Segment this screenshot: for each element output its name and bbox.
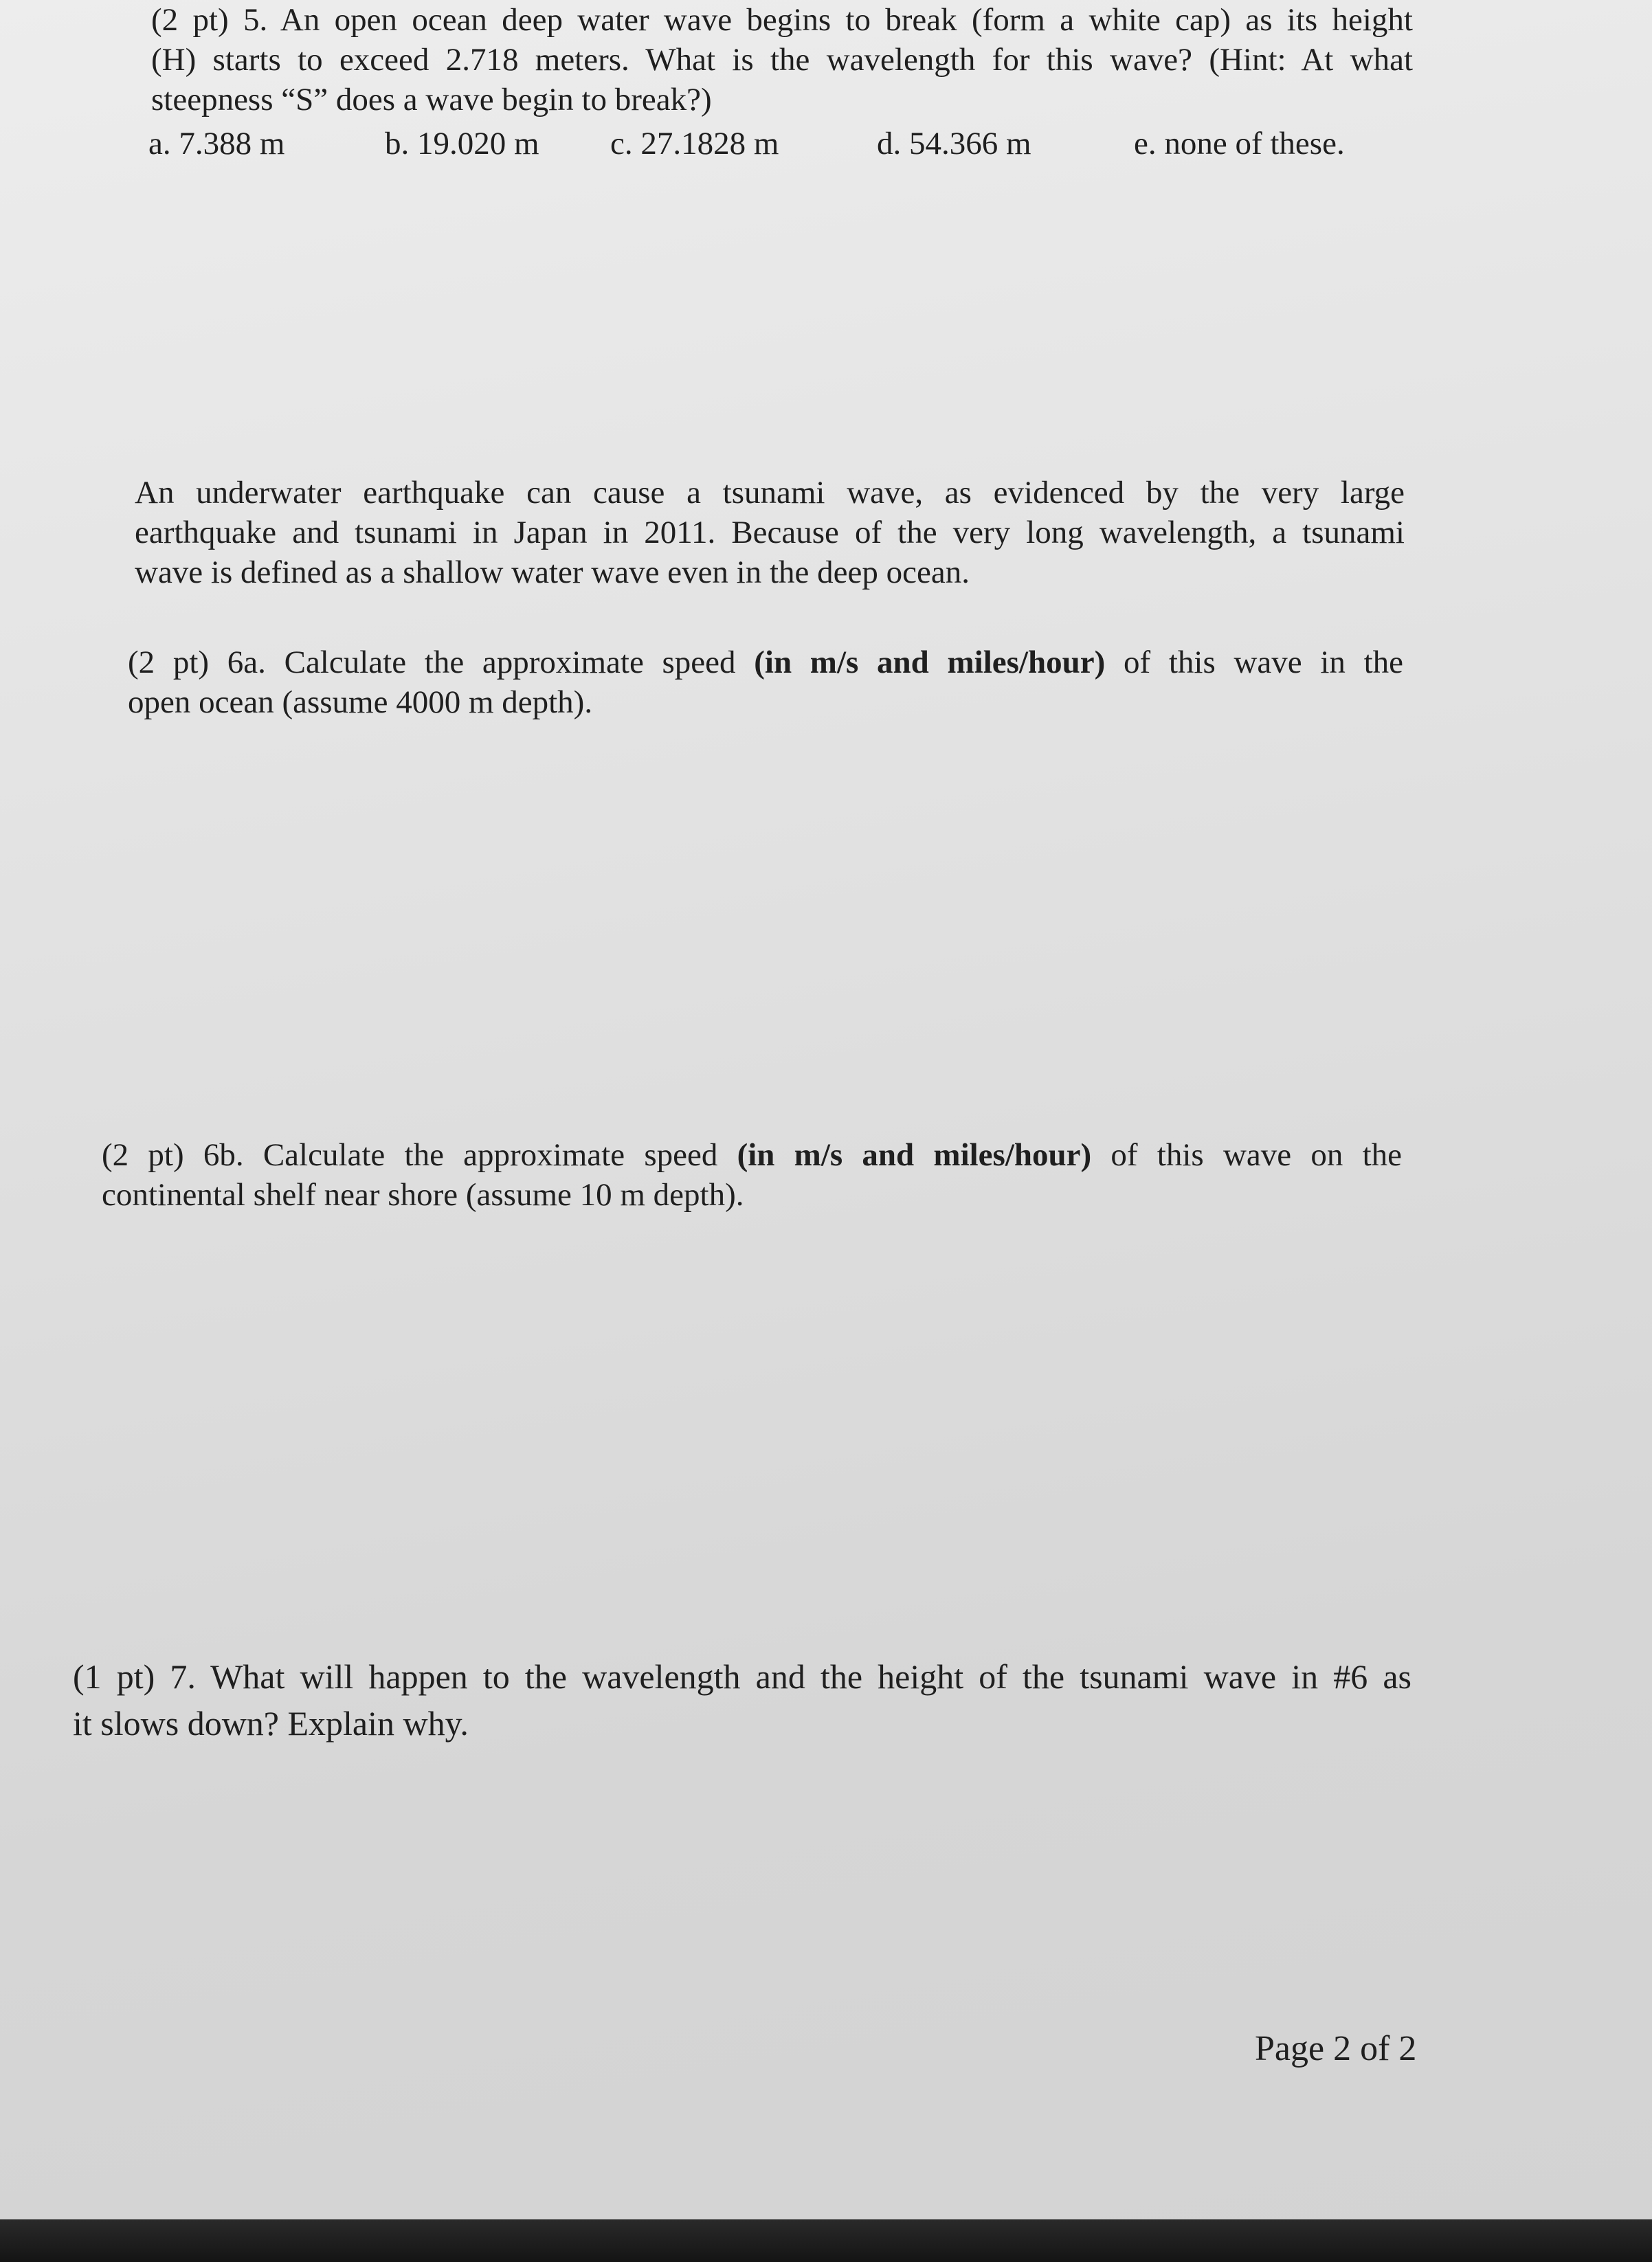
question-7 xyxy=(73,1653,1411,1747)
choice-e: e. none of these. xyxy=(1134,126,1345,161)
question-6b-units: (in m/s and miles/hour) xyxy=(737,1137,1092,1173)
tsunami-intro xyxy=(135,473,1405,592)
question-5-line-1: (2 pt) 5. An open ocean deep water wave begins to break (form a white cap) as its height xyxy=(151,2,1413,38)
question-7-line-1: (1 pt) 7. What will happen to the wavelength and the height of the tsunami wave in #6 as xyxy=(73,1657,1411,1696)
tsunami-intro-line-1: An underwater earthquake can cause a tsunami wave, as evidenced by the very large xyxy=(135,475,1405,511)
choice-b: b. 19.020 m xyxy=(385,126,539,161)
question-5-line-2: (H) starts to exceed 2.718 meters. What is the wavelength for this wave? (Hint: At what xyxy=(151,42,1413,78)
question-6b-text-a: (2 pt) 6b. Calculate the approximate speed xyxy=(102,1137,737,1173)
question-6a-line-1 xyxy=(128,642,1403,682)
question-6a xyxy=(128,642,1403,722)
question-7-line-2: it slows down? Explain why. xyxy=(73,1704,469,1743)
question-5-line-3: steepness “S” does a wave begin to break?) xyxy=(151,82,712,117)
choice-c: c. 27.1828 m xyxy=(610,126,779,161)
choice-a: a. 7.388 m xyxy=(148,126,285,161)
question-6a-line-2: open ocean (assume 4000 m depth). xyxy=(128,684,593,720)
choice-d: d. 54.366 m xyxy=(877,126,1031,161)
tsunami-intro-line-2: earthquake and tsunami in Japan in 2011. Because of the very long wavelength, a tsunami xyxy=(135,515,1405,550)
question-6a-units: (in m/s and miles/hour) xyxy=(754,645,1106,680)
question-6b-line-2: continental shelf near shore (assume 10 m depth). xyxy=(102,1177,744,1213)
question-5 xyxy=(151,0,1413,120)
question-6a-text-a: (2 pt) 6a. Calculate the approximate speed xyxy=(128,645,755,680)
question-6a-text-b: of this wave in the xyxy=(1105,645,1404,680)
tsunami-intro-line-3: wave is defined as a shallow water wave even in the deep ocean. xyxy=(135,555,970,590)
question-6b xyxy=(102,1135,1402,1215)
desk-surface xyxy=(0,2219,1652,2262)
page-number: Page 2 of 2 xyxy=(1255,2029,1417,2068)
question-6b-text-b: of this wave on the xyxy=(1091,1137,1403,1173)
question-6b-line-1 xyxy=(102,1135,1402,1175)
